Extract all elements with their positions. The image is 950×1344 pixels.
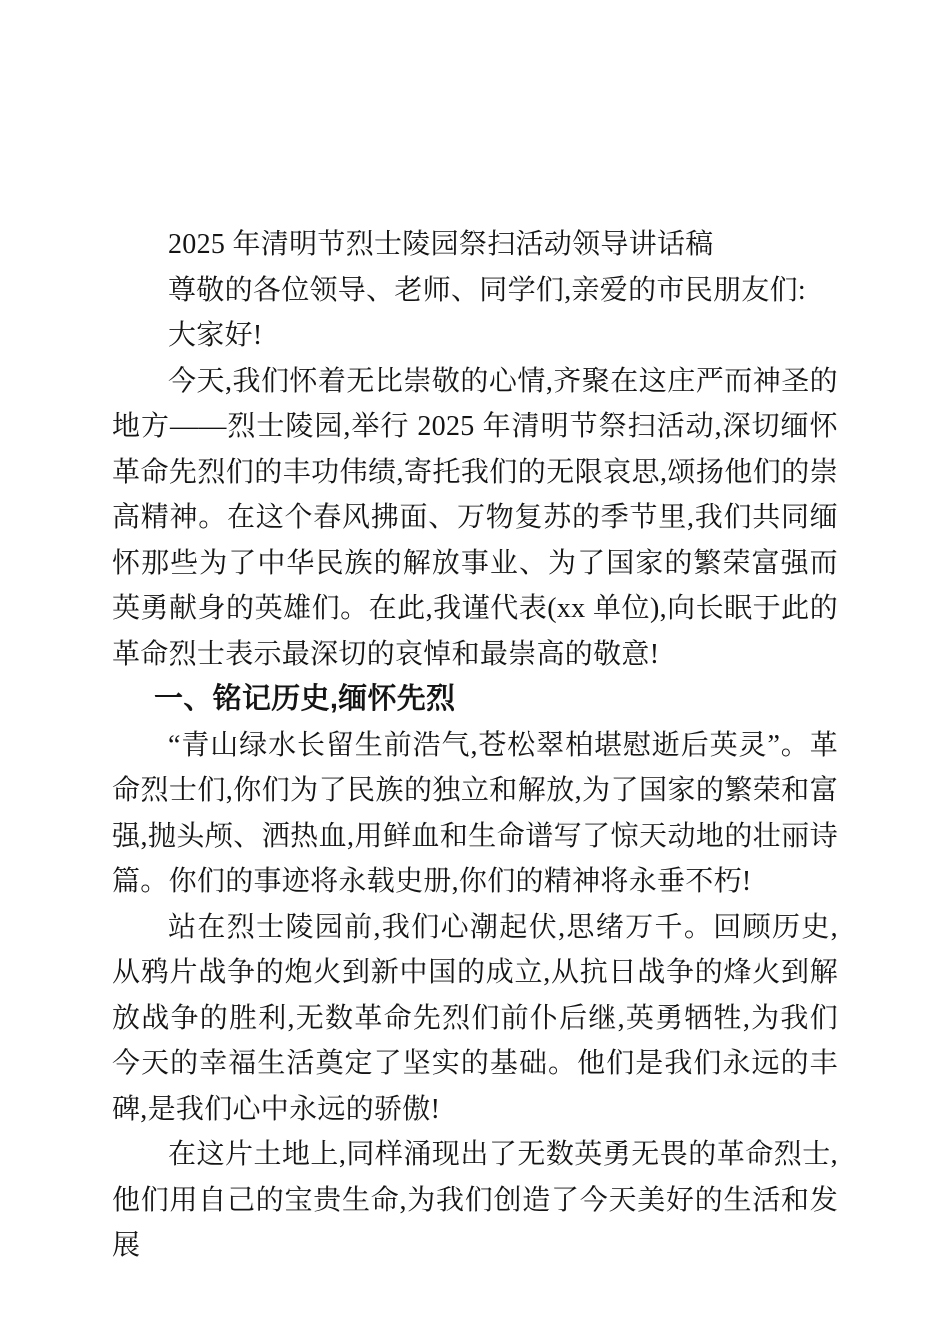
document-body (112, 268, 838, 1269)
paragraph: “青山绿水长留生前浩气,苍松翠柏堪慰逝后英灵”。革命烈士们,你们为了民族的独立和解放,为了国家的繁荣和富强,抛头颅、洒热血,用鲜血和生命谱写了惊天动地的壮丽诗篇。你们的事迹将永载史册,你们的精神将永垂不朽! (112, 729, 838, 897)
paragraph: 在这片土地上,同样涌现出了无数英勇无畏的革命烈士,他们用自己的宝贵生命,为我们创造了今天美好的生活和发展 (112, 1139, 838, 1261)
paragraph: 今天,我们怀着无比崇敬的心情,齐聚在这庄严而神圣的地方——烈士陵园,举行 2025 年清明节祭扫活动,深切缅怀革命先烈们的丰功伟绩,寄托我们的无限哀思,颂扬他们的崇高精神。在这个春风拂面、万物复苏的季节里,我们共同缅怀那些为了中华民族的解放事业、为了国家的繁荣富强而英勇献身的英雄们。在此,我谨代表(xx 单位),向长眠于此的革命烈士表示最深切的哀悼和最崇高的敬意! (112, 365, 838, 670)
paragraph: 尊敬的各位领导、老师、同学们,亲爱的市民朋友们: (168, 274, 806, 306)
paragraph: 大家好! (168, 320, 263, 351)
section-heading: 一、铭记历史,缅怀先烈 (154, 683, 456, 715)
paragraph: 站在烈士陵园前,我们心潮起伏,思绪万千。回顾历史,从鸦片战争的炮火到新中国的成立,从抗日战争的烽火到解放战争的胜利,无数革命先烈们前仆后继,英勇牺牲,为我们今天的幸福生活奠定了坚实的基础。他们是我们永远的丰碑,是我们心中永远的骄傲! (112, 911, 838, 1125)
document-title: 2025 年清明节烈士陵园祭扫活动领导讲话稿 (168, 229, 714, 260)
